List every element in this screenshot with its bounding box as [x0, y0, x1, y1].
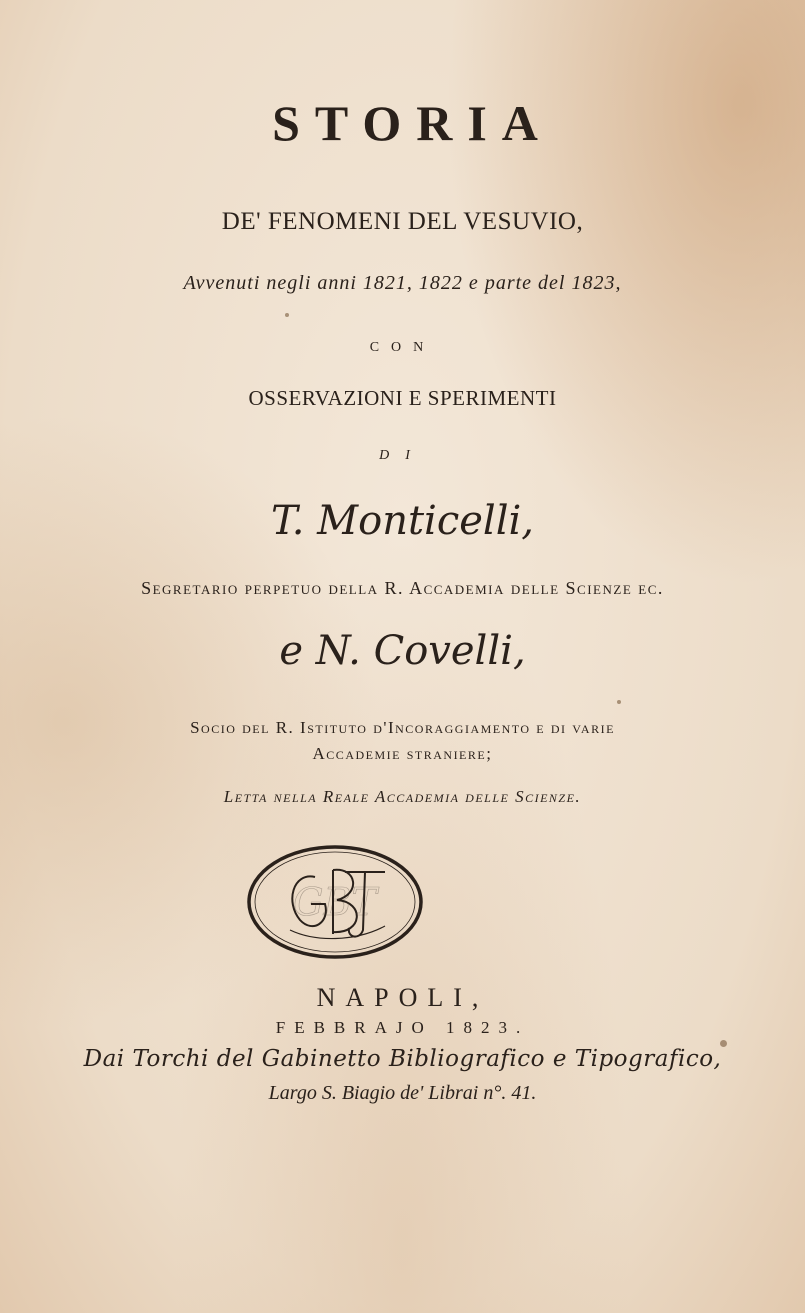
di-word: DI	[379, 448, 426, 463]
author1-role: Segretario perpetuo della R. Accademia delle Scienze ec.	[141, 578, 664, 598]
author2-role-line2: Accademie straniere;	[312, 744, 493, 763]
printer-line: Dai Torchi del Gabinetto Bibliografico e Tipografico,	[83, 1046, 722, 1072]
printer-monogram	[245, 842, 425, 962]
imprint-date: FEBBRAJO 1823.	[275, 1018, 530, 1037]
foxing-spot	[720, 1040, 727, 1047]
author-covelli: e N. Covelli,	[279, 628, 526, 674]
occurrence-years: Avvenuti negli anni 1821, 1822 e parte del 1823,	[183, 272, 622, 294]
printer-address: Largo S. Biagio de' Librai n°. 41.	[268, 1082, 537, 1104]
observations-heading: OSSERVAZIONI E SPERIMENTI	[248, 386, 557, 410]
author2-role-line1: Socio del R. Istituto d'Incoraggiamento e di varie	[190, 718, 615, 737]
author-monticelli: T. Monticelli,	[270, 498, 535, 544]
book-subtitle: DE' FENOMENI DEL VESUVIO,	[221, 208, 584, 235]
foxing-spot	[285, 313, 289, 317]
con-word: CON	[369, 340, 436, 355]
foxing-spot	[617, 700, 621, 704]
monogram-letters: GBT	[293, 880, 377, 924]
read-at-academy: Letta nella Reale Accademia delle Scienze.	[223, 787, 582, 806]
imprint-city: NAPOLI,	[316, 983, 489, 1012]
book-title: STORIA	[272, 95, 553, 151]
